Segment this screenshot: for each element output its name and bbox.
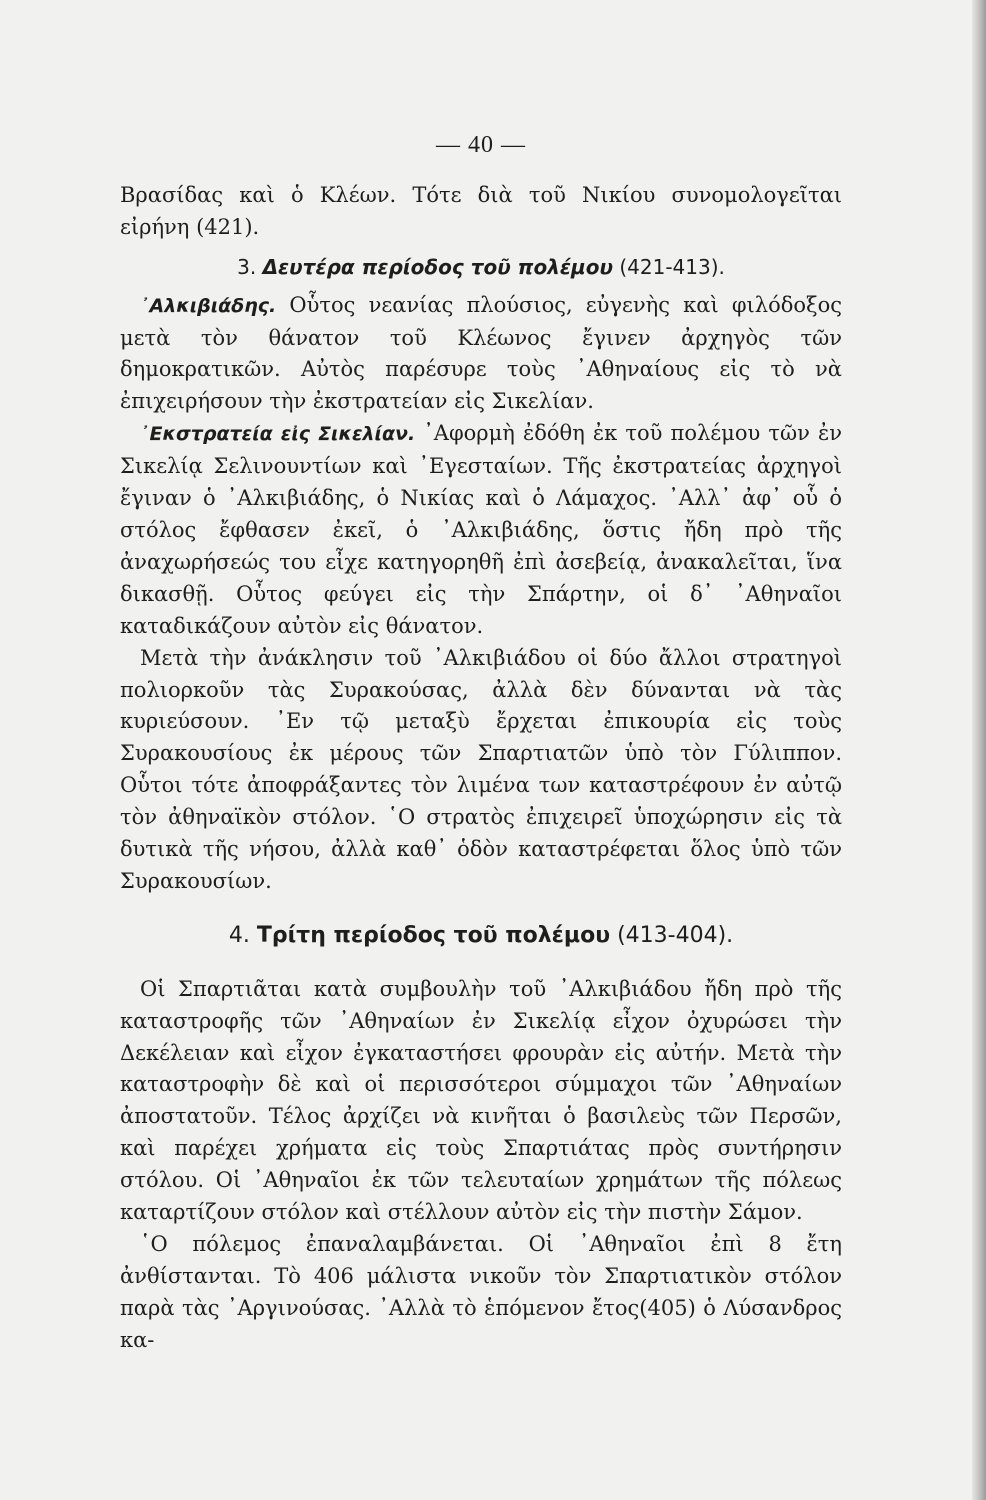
section-4-heading xyxy=(120,920,842,952)
section-3-dates: (421-413). xyxy=(619,254,725,279)
paragraph-war-resumes: ῾Ο πόλεμος ἐπαναλαμβάνεται. Οἱ ᾿Αθηναῖοι ἐπὶ 8 ἔτη ἀνθίστανται. Τὸ 406 μάλιστα νικοῦν τὸν Σπαρτιατικὸν στόλον παρὰ τὰς ᾿Αργινούσας. ᾿Αλλὰ τὸ ἑπόμενον ἔτος(405) ὁ Λύσανδρος κα- xyxy=(120,1232,842,1352)
section-3-heading xyxy=(120,252,842,284)
paragraph-spartans: Οἱ Σπαρτιᾶται κατὰ συμβουλὴν τοῦ ᾿Αλκιβιάδου ἤδη πρὸ τῆς καταστροφῆς τῶν ᾿Αθηναίων ἐν Σικελίᾳ εἶχον ὀχυρώσει τὴν Δεκέλειαν καὶ εἶχον ἐγκαταστήσει φρουρὰν εἰς αὐτήν. Μετὰ τὴν καταστροφὴν δὲ καὶ οἱ περισσότεροι σύμμαχοι τῶν ᾿Αθηναίων ἀποστατοῦν. Τέλος ἀρχίζει νὰ κινῆται ὁ βασιλεὺς τῶν Περσῶν, καὶ παρέχει χρήματα εἰς τοὺς Σπαρτιάτας πρὸς συντήρησιν στόλου. Οἱ ᾿Αθηναῖοι ἐκ τῶν τελευταίων χρημάτων τῆς πόλεως καταρτίζουν στόλον καὶ στέλλουν αὐτὸν εἰς τὴν πιστὴν Σάμον. xyxy=(120,976,842,1225)
paragraph-after-recall: Μετὰ τὴν ἀνάκλησιν τοῦ ᾿Αλκιβιάδου οἱ δύο ἄλλοι στρατηγοὶ πολιορκοῦν τὰς Συρακούσας, ἀλλὰ δὲν δύνανται νὰ τὰς κυριεύσουν. ᾿Εν τῷ μεταξὺ ἔρχεται ἐπικουρία εἰς τοὺς Συρακουσίους ἐκ μέρους τῶν Σπαρτιατῶν ὑπὸ τὸν Γύλιππον. Οὗτοι τότε ἀποφράξαντες τὸν λιμένα των καταστρέφουν ἐν αὐτῷ τὸν ἀθηναϊκὸν στόλον. ῾Ο στρατὸς ἐπιχειρεῖ ὑποχώρησιν εἰς τὰ δυτικὰ τῆς νήσου, ἀλλὰ καθ᾿ ὁδὸν καταστρέφεται ὅλος ὑπὸ τῶν Συρακουσίων. xyxy=(120,645,842,893)
section-3-title: Δευτέρα περίοδος τοῦ πολέμου xyxy=(262,254,613,279)
alkibiades-heading: ᾿Αλκιβιάδης. xyxy=(140,294,277,317)
expedition-heading: ᾿Εκστρατεία εἰς Σικελίαν. xyxy=(140,423,416,446)
section-3-number: 3. xyxy=(237,254,257,279)
book-page xyxy=(120,130,842,1357)
section-4-number: 4. xyxy=(228,922,250,948)
section-4-title: Τρίτη περίοδος τοῦ πολέμου xyxy=(256,922,611,948)
paragraph-alkibiades xyxy=(120,290,842,419)
expedition-text: ᾿Αφορμὴ ἐδόθη ἐκ τοῦ πολέμου τῶν ἐν Σικελίᾳ Σελινουντίων καὶ ᾿Εγεσταίων. Τῆς ἐκστρατείας ἀρχηγοὶ ἔγιναν ὁ ᾿Αλκιβιάδης, ὁ Νικίας καὶ ὁ Λάμαχος. ᾿Αλλ᾿ ἀφ᾿ οὗ ὁ στόλος ἔφθασεν ἐκεῖ, ὁ ᾿Αλκιβιάδης, ὅστις ἤδη πρὸ τῆς ἀναχωρήσεώς του εἶχε κατηγορηθῆ ἐπὶ ἀσεβείᾳ, ἀνακαλεῖται, ἵνα δικασθῇ. Οὗτος φεύγει εἰς τὴν Σπάρτην, οἱ δ᾿ ᾿Αθηναῖοι καταδικάζουν αὐτὸν εἰς θάνατον. xyxy=(120,421,843,638)
page-number: — 40 — xyxy=(436,132,526,158)
section-4-dates: (413-404). xyxy=(617,922,734,948)
paragraph-expedition xyxy=(120,418,842,642)
alkibiades-text: Οὗτος νεανίας πλούσιος, εὐγενὴς καὶ φιλόδοξος μετὰ τὸν θάνατον τοῦ Κλέωνος ἔγινεν ἀρχηγὸς τῶν δημοκρατικῶν. Αὐτὸς παρέσυρε τοὺς ᾿Αθηναίους εἰς τὸ νὰ ἐπιχειρήσουν τὴν ἐκστρατείαν εἰς Σικελίαν. xyxy=(120,292,842,414)
page-edge-shadow xyxy=(972,0,986,1500)
paragraph-intro: Βρασίδας καὶ ὁ Κλέων. Τότε διὰ τοῦ Νικίου συνομολογεῖται εἰρήνη (421). xyxy=(120,182,842,239)
